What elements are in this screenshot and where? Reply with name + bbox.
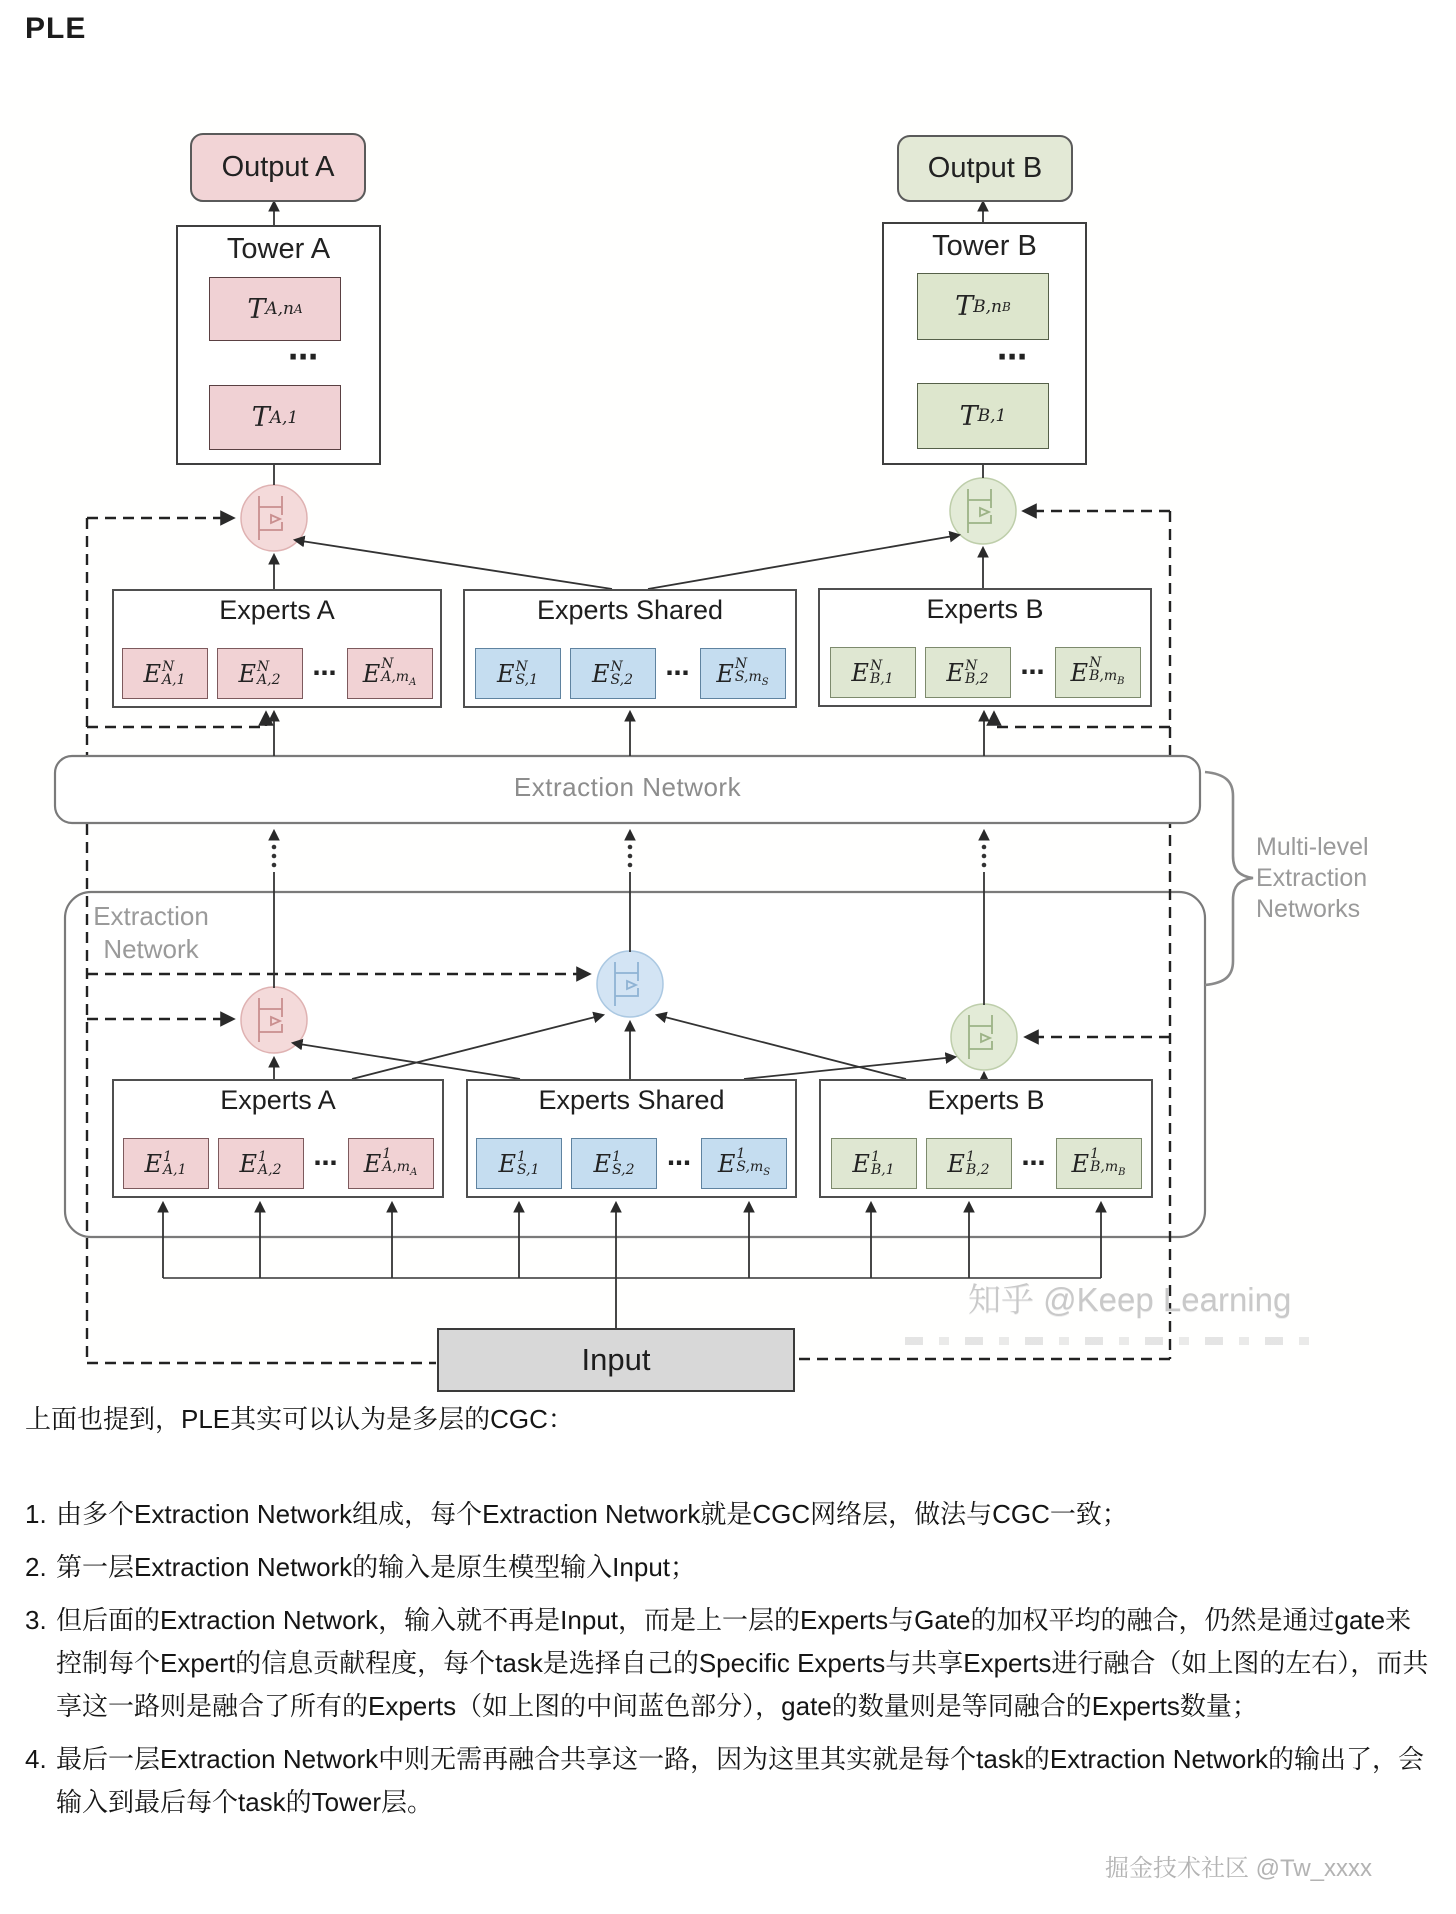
- math-subsub: A: [410, 1167, 418, 1178]
- math-script-stack: [382, 1148, 417, 1179]
- ellipsis: ⋯: [665, 660, 690, 687]
- math-sup: N: [1089, 655, 1102, 671]
- math-script-stack: [163, 1148, 187, 1178]
- math-subsub: A: [409, 677, 417, 688]
- math-script-stack: [870, 1148, 895, 1178]
- math-sup: N: [734, 656, 748, 672]
- math-sup: 1: [517, 1148, 526, 1165]
- experts-shared-title: Experts Shared: [536, 595, 724, 625]
- experts-b-level1-box: [819, 1079, 1153, 1198]
- experts-b-levelN-box: [818, 588, 1152, 707]
- math-script-stack: [381, 658, 416, 689]
- expert-chip: [476, 1138, 562, 1189]
- math-script-stack: [735, 658, 769, 689]
- math-script-stack: [1089, 657, 1124, 688]
- extraction-network-bar-label: Extraction Network: [513, 772, 742, 802]
- tower-b-ellipsis: ⋯: [997, 341, 1029, 374]
- clipped-watermark: [905, 1337, 1310, 1345]
- list-number: 3.: [25, 1605, 47, 1635]
- math-main: E: [717, 1149, 736, 1178]
- ellipsis: ⋯: [312, 660, 337, 687]
- multilevel-line3: Networks: [1256, 895, 1361, 923]
- gate-b-top-icon: [950, 478, 1016, 544]
- math-main: T: [959, 400, 978, 432]
- math-main: T: [247, 293, 266, 325]
- level-ellipsis-dots: [272, 845, 987, 868]
- math-sub: S,1: [517, 1161, 540, 1178]
- math-sup: 1: [736, 1146, 746, 1162]
- math-sup: N: [610, 658, 623, 675]
- math-sup: N: [964, 657, 978, 674]
- output-b-box: [897, 135, 1073, 202]
- expert-chip: [925, 647, 1011, 698]
- list-text: 最后一层Extraction Network中则无需再融合共享这一路，因为这里其实就是每个task的Extraction Network的输出了，会输入到最后每个task的Tower层。: [56, 1744, 1425, 1817]
- math-sub: A,2: [258, 1161, 282, 1178]
- experts-shared-levelN-box: [463, 589, 797, 708]
- expert-chip: [348, 1138, 434, 1189]
- math-script-stack: [964, 657, 989, 687]
- math-main: E: [144, 1149, 163, 1178]
- math-sub: $S,m_S$: [736, 1159, 771, 1178]
- multilevel-extraction-label: [1256, 832, 1416, 925]
- input-box: [437, 1328, 795, 1392]
- math-sub: B,2: [964, 670, 989, 687]
- math-script-stack: [517, 1148, 540, 1178]
- juejin-watermark: 掘金技术社区 @Tw_xxxx: [1104, 1855, 1372, 1882]
- math-main: E: [363, 1149, 382, 1178]
- expert-chip: [217, 648, 303, 699]
- zhihu-watermark: 知乎 @Keep Learning: [968, 1281, 1292, 1318]
- math-subsub: A: [293, 302, 303, 316]
- experts-b-title: Experts B: [926, 594, 1044, 624]
- page-title: PLE: [25, 12, 87, 45]
- math-main: E: [851, 658, 869, 687]
- expert-chip: [218, 1138, 304, 1189]
- experts-a-title: Experts A: [220, 1085, 336, 1115]
- math-sub: A,1: [269, 407, 299, 428]
- expert-chip: [1056, 1138, 1142, 1189]
- list-item-1: [25, 1493, 1435, 1536]
- input-label: Input: [581, 1342, 651, 1377]
- expert-chip: [1055, 647, 1141, 698]
- math-script-stack: [612, 1148, 635, 1178]
- expert-chip: [700, 648, 786, 699]
- math-main: E: [716, 659, 734, 688]
- ellipsis: ⋯: [667, 1150, 691, 1177]
- list-number: 1.: [25, 1499, 47, 1529]
- math-main: E: [852, 1149, 870, 1178]
- math-sup: 1: [870, 1148, 880, 1165]
- expert-chip: [701, 1138, 787, 1189]
- multilevel-brace: [1205, 772, 1253, 985]
- math-main: E: [1070, 658, 1089, 687]
- math-main: E: [947, 1149, 965, 1178]
- math-sub: A,2: [257, 671, 281, 688]
- expert-chip: [926, 1138, 1012, 1189]
- experts-b-chips: [820, 647, 1150, 698]
- math-sup: 1: [1090, 1146, 1099, 1162]
- expert-chip: [123, 1138, 209, 1189]
- math-sub: S,2: [610, 671, 633, 688]
- math-sub: S,2: [612, 1161, 635, 1178]
- math-script-stack: [1090, 1148, 1125, 1179]
- list-text: 由多个Extraction Network组成，每个Extraction Network就是CGC网络层，做法与CGC一致；: [56, 1499, 1128, 1529]
- experts-a-title: Experts A: [219, 595, 335, 625]
- math-main: E: [592, 659, 610, 688]
- math-sub: B,n: [973, 296, 1003, 317]
- multilevel-line2: Extraction: [1256, 864, 1368, 892]
- math-main: E: [238, 659, 257, 688]
- math-sub: S,1: [515, 671, 538, 688]
- math-sup: 1: [612, 1148, 621, 1165]
- math-main: T: [955, 291, 974, 322]
- math-subsub: B: [1002, 299, 1011, 314]
- ple-architecture-diagram: [0, 90, 1456, 1395]
- tower-b-label: Tower B: [932, 230, 1037, 262]
- list-text: 第一层Extraction Network的输入是原生模型输入Input；: [56, 1552, 697, 1582]
- math-main: E: [946, 658, 964, 687]
- math-main: E: [593, 1149, 612, 1178]
- math-sub: B,2: [965, 1161, 990, 1178]
- tower-a-layer-1: [209, 385, 341, 450]
- math-sub: $B,m_B$: [1089, 668, 1125, 687]
- output-b-label: Output B: [927, 152, 1043, 184]
- math-sup: 1: [382, 1146, 392, 1162]
- multilevel-line1: Multi-level: [1256, 833, 1369, 861]
- gate-shared-bottom-icon: [597, 951, 663, 1017]
- math-sup: 1: [163, 1148, 172, 1165]
- math-subsub: S: [763, 1167, 771, 1178]
- experts-a-level1-box: [112, 1079, 444, 1198]
- article-intro: 上面也提到，PLE其实可以认为是多层的CGC：: [25, 1404, 574, 1434]
- math-sup: N: [162, 658, 175, 675]
- math-sup: N: [257, 658, 270, 675]
- math-sup: N: [515, 658, 528, 675]
- math-sub: $A,m_A$: [381, 669, 417, 688]
- output-a-box: [190, 133, 366, 202]
- math-main: E: [362, 659, 381, 688]
- output-a-label: Output A: [221, 151, 335, 183]
- article-text: [25, 1398, 1435, 1834]
- tower-a-ellipsis: ⋯: [288, 341, 320, 374]
- math-subsub: S: [761, 677, 769, 688]
- ellipsis: ⋯: [313, 1150, 338, 1177]
- math-script-stack: [736, 1148, 770, 1179]
- math-main: E: [1071, 1149, 1090, 1178]
- list-number: 2.: [25, 1552, 47, 1582]
- math-sub: B,1: [869, 670, 894, 687]
- expert-chip: [570, 648, 656, 699]
- gate-b-bottom-icon: [951, 1004, 1017, 1070]
- list-number: 4.: [25, 1744, 47, 1774]
- expert-chip: [122, 648, 208, 699]
- math-script-stack: [965, 1148, 990, 1178]
- experts-a-chips: [114, 648, 440, 699]
- math-script-stack: [610, 658, 633, 688]
- math-sup: 1: [965, 1148, 975, 1165]
- math-sup: N: [381, 656, 394, 672]
- experts-b-title: Experts B: [927, 1085, 1045, 1115]
- expert-chip: [347, 648, 433, 699]
- math-sub: A,n: [265, 299, 294, 319]
- experts-a-levelN-box: [112, 589, 442, 708]
- math-sub: $B,m_B$: [1090, 1159, 1126, 1178]
- experts-shared-chips: [468, 1138, 795, 1189]
- tower-a-label: Tower A: [226, 233, 331, 265]
- math-script-stack: [162, 658, 186, 688]
- math-sup: 1: [258, 1148, 267, 1165]
- expert-chip: [831, 1138, 917, 1189]
- list-item-4: [25, 1738, 1435, 1824]
- expert-chip: [830, 647, 916, 698]
- experts-shared-level1-box: [466, 1079, 797, 1198]
- math-main: E: [143, 659, 162, 688]
- experts-shared-title: Experts Shared: [538, 1085, 725, 1115]
- math-main: E: [497, 659, 515, 688]
- math-main: T: [251, 402, 270, 433]
- experts-shared-chips: [465, 648, 795, 699]
- math-sub: B,1: [977, 406, 1007, 426]
- math-sub: $S,m_S$: [734, 669, 769, 688]
- experts-a-chips: [114, 1138, 442, 1189]
- math-main: E: [239, 1149, 258, 1178]
- math-sup: N: [869, 657, 883, 674]
- list-text: 但后面的Extraction Network，输入就不再是Input，而是上一层的Experts与Gate的加权平均的融合，仍然是通过gate来控制每个Expert的信息贡献程度，每个task是选择自己的Specific Experts与共享Experts进行融合（如上图的左右），而共享这一路则是融合了所有的Experts（如上图的中间蓝色部分），gate的数量则是等同融合的Experts数量；: [56, 1605, 1429, 1721]
- math-sub: A,1: [162, 671, 186, 688]
- math-subsub: B: [1118, 1167, 1126, 1178]
- extraction-network-level1-label: Extraction Network: [93, 901, 209, 964]
- math-script-stack: [257, 658, 281, 688]
- tower-b-layer-1: [917, 383, 1049, 449]
- math-sub: A,1: [163, 1161, 187, 1178]
- math-script-stack: [258, 1148, 282, 1178]
- math-script-stack: [869, 657, 894, 687]
- math-script-stack: [515, 658, 538, 688]
- ellipsis: ⋯: [1021, 1150, 1046, 1177]
- math-sub: B,1: [870, 1161, 895, 1178]
- list-item-2: [25, 1546, 1435, 1589]
- tower-a-layer-n: [209, 277, 341, 341]
- list-item-3: [25, 1599, 1435, 1728]
- expert-chip: [571, 1138, 657, 1189]
- math-sub: $A,m_A$: [382, 1159, 418, 1178]
- math-subsub: B: [1117, 676, 1125, 687]
- expert-chip: [475, 648, 561, 699]
- math-main: E: [498, 1149, 517, 1178]
- tower-b-layer-n: [917, 273, 1049, 340]
- experts-b-chips: [821, 1138, 1151, 1189]
- ellipsis: ⋯: [1020, 659, 1045, 686]
